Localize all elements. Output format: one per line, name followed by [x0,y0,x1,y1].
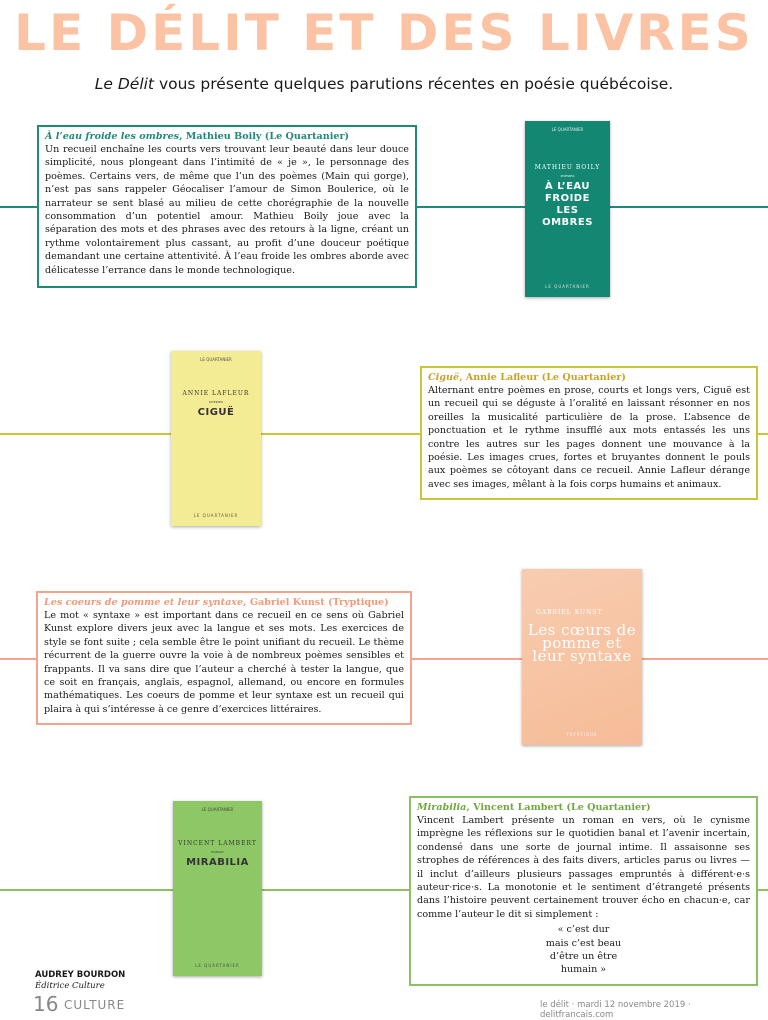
cover-4-title: MIRABILIA [186,857,249,868]
publication-name: Le Délit [94,75,155,93]
review-box-4 [409,796,758,986]
cover-3-author: GABRIEL KUNST [536,609,603,616]
cover-2-title: CIGUË [197,407,235,418]
book-cover-4 [173,801,262,976]
book-cover-1 [525,121,610,297]
cover-2-publisher: LE QUARTANIER [200,357,232,362]
cover-3-title: Les cœurs de pomme et leur syntaxe [527,621,637,665]
footer-role: Éditrice Culture [35,981,105,991]
review-3-body: Le mot « syntaxe » est important dans ce recueil en ce sens où Gabriel Kunst explore divers jeux avec la langue et ses mots. Les exercices de style se font suite ; cela semble être le point unifiant du recueil. Le thème récurrent de la guerre ouvre la voie à de nombreux poèmes sensibles et frappants. Il va sans dire que l’auteur a cherché à tester la langue, que ce soit en français, anglais, espagnol, allemand, ou encore en formules mathématiques. Les coeurs de pomme et leur syntaxe est un recueil qui plaira à qui s’intéresse à ce genre d’exercices littéraires. [44,610,404,715]
review-2-book-title: Ciguë [428,372,460,383]
poem-line-4: humain » [560,964,607,976]
review-2-body: Alternant entre poèmes en prose, courts et longs vers, Ciguë est un recueil qui se déguste à l’oralité en laissant résonner en nos oreilles la musicalité particulière de la prose. L’absence de ponctuation et le rythme insufflé aux mots entassés les uns contre les autres sur les pages donnent une mouvance à la poésie. Les images crues, fortes et bruyantes donnent le pouls aux poèmes se côtoyant dans ce recueil. Annie Lafleur dérange avec ses images, mêlant à la fois corps humains et animaux. [428,385,750,490]
cover-4-imprint: LE QUARTANIER [195,963,240,968]
review-box-2 [420,366,758,500]
subtitle-text: vous présente quelques parutions récentes en poésie québécoise. [154,75,674,93]
page-number: 16 [33,992,59,1016]
cover-4-genre: ROMAN [211,850,224,854]
review-box-1 [37,125,417,288]
review-4-book-title: Mirabilia [417,802,467,813]
review-box-3 [36,591,412,725]
review-4-body: Vincent Lambert présente un roman en vers, où le cynisme imprègne les réflexions sur le quotidien banal et l’avenir incertain, condensé dans une sorte de journal intime. Il assaisonne ses strophes de références à des faits divers, articles parus ou livres — il inclut d’ailleurs plusieurs passages empruntés à différent·e·s auteur·rice·s. La monotonie et le sentiment d’étrangeté présents dans l’histoire peuvent certainement trouver écho en chacun·e, car comme l’auteur le dit si simplement : [417,815,750,920]
review-4-poem [417,923,750,977]
cover-3-imprint: TRYPTIQUE [566,732,598,737]
poem-line-2: mais c’est beau [545,937,622,949]
cover-1-imprint: LE QUARTANIER [545,284,590,289]
page-subtitle [0,75,768,93]
cover-4-publisher: LE QUARTANIER [201,807,234,812]
review-1-author: , Mathieu Boily (Le Quartanier) [179,131,350,142]
cover-1-genre: POÈMES [560,174,575,178]
review-3-author: , Gabriel Kunst (Tryptique) [243,597,389,608]
book-cover-3 [522,569,642,745]
poem-line-3: d’être un être [549,951,618,963]
review-2-author: , Annie Lafleur (Le Quartanier) [459,372,626,383]
cover-1-title: À L’EAU FROIDE LES OMBRES [542,181,593,228]
page-title: LE DÉLIT ET DES LIVRES [14,4,754,62]
cover-2-genre: POÈMES [209,400,223,404]
cover-2-imprint: LE QUARTANIER [193,513,239,518]
review-1-book-title: À l’eau froide les ombres [45,131,180,142]
book-cover-2 [171,351,261,526]
review-1-body: Un recueil enchaîne les courts vers trouvant leur beauté dans leur douce simplicité, nous plongeant dans l’intimité de « je », le personnage des poèmes. Certains vers, de même que l’un des poèmes (Main qui gorge), n’est pas sans rappeler Géocaliser l’amour de Simon Boulerice, où le narrateur se sent blasé au milieu de cette chorégraphie de la nouvelle consommation d’un potentiel amour. Mathieu Boily joue avec la séparation des mots et des phrases avec des retours à la ligne, créant un rythme volontairement plus cassant, au profit d’une douceur poétique demandant une certaine attentivité. À l’eau froide les ombres aborde avec délicatesse l’errance dans le monde technologique. [45,144,409,276]
footer-author: AUDREY BOURDON [35,970,126,980]
cover-2-author: ANNIE LAFLEUR [182,390,250,397]
cover-1-author: MATHIEU BOILY [534,164,601,171]
section-name: CULTURE [64,998,126,1012]
review-4-author: , Vincent Lambert (Le Quartanier) [466,802,651,813]
cover-4-author: VINCENT LAMBERT [178,840,257,847]
publication-info: le délit · mardi 12 novembre 2019 · delitfrancais.com [540,1000,691,1020]
review-3-book-title: Les coeurs de pomme et leur syntaxe [44,597,244,608]
poem-line-1: « c’est dur [557,924,610,936]
cover-1-publisher: LE QUARTANIER [551,127,584,132]
